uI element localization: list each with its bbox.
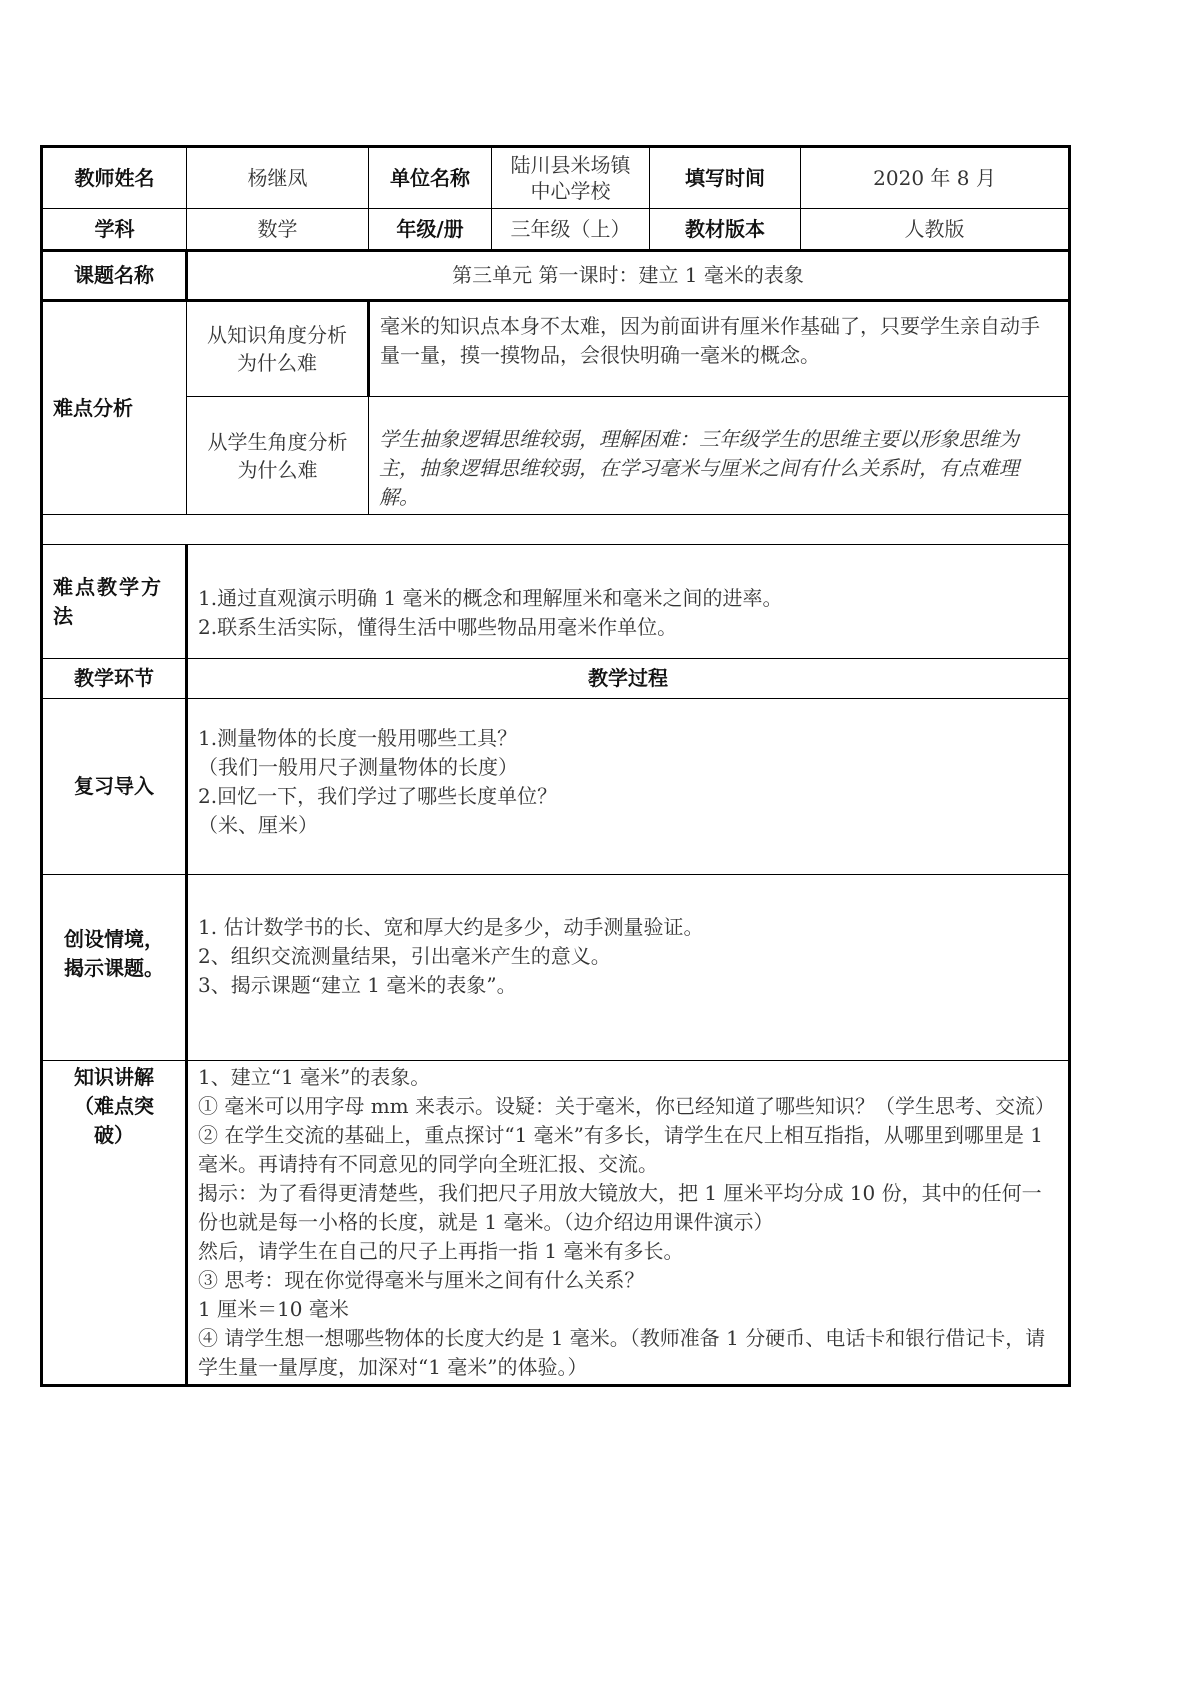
stage-line: ④ 请学生想一想哪些物体的长度大约是 1 毫米。（教师准备 1 分硬币、电话卡和银行借记卡，请学生量一量厚度，加深对“1 毫米”的体验。） (198, 1326, 1046, 1379)
method-item: 1.通过直观演示明确 1 毫米的概念和理解厘米和毫米之间的进率。 (198, 585, 783, 610)
stage-line: 2、组织交流测量结果，引出毫米产生的意义。 (198, 944, 611, 968)
student-angle-label-line: 从学生角度分析 (207, 429, 348, 454)
topic-label: 课题名称 (42, 251, 187, 301)
stage-label-line: 知识讲解 (74, 1065, 154, 1089)
difficulty-student-row (42, 397, 1070, 515)
unit-value (492, 147, 650, 209)
subject-label: 学科 (42, 209, 187, 251)
stage-line: 1、建立“1 毫米”的表象。 (198, 1065, 431, 1089)
process-header-row (42, 659, 1070, 699)
stage-content-review (187, 699, 1070, 875)
spacer-row (42, 515, 1070, 545)
stage-line: （我们一般用尺子测量物体的长度） (198, 754, 518, 779)
process-header: 教学过程 (187, 659, 1070, 699)
stage-line: 1. 估计数学书的长、宽和厚大约是多少，动手测量验证。 (198, 915, 704, 939)
stage-line: 2.回忆一下，我们学过了哪些长度单位？ (198, 783, 558, 808)
stage-line: 然后，请学生在自己的尺子上再指一指 1 毫米有多长。 (198, 1239, 684, 1263)
stage-header: 教学环节 (42, 659, 187, 699)
knowledge-angle-label-line: 为什么难 (237, 351, 317, 375)
stage-line: 揭示：为了看得更清楚些，我们把尺子用放大镜放大，把 1 厘米平均分成 10 份，其中的任何一份也就是每一小格的长度，就是 1 毫米。（边介绍边用课件演示） (198, 1181, 1042, 1234)
student-angle-label (187, 397, 369, 515)
knowledge-angle-text: 毫米的知识点本身不太难，因为前面讲有厘米作基础了，只要学生亲自动手量一量，摸一摸物品，会很快明确一毫米的概念。 (369, 301, 1070, 397)
edition-label: 教材版本 (650, 209, 801, 251)
topic-row (42, 251, 1070, 301)
lesson-plan-sheet (40, 145, 1068, 1387)
student-angle-text: 学生抽象逻辑思维较弱，理解困难：三年级学生的思维主要以形象思维为主，抽象逻辑思维较弱，在学习毫米与厘米之间有什么关系时，有点难理解。 (369, 397, 1070, 515)
knowledge-angle-label-line: 从知识角度分析 (207, 323, 347, 347)
student-angle-label-line: 为什么难 (237, 457, 318, 482)
stage-label-review: 复习导入 (42, 699, 187, 875)
stage-line: 3、揭示课题“建立 1 毫米的表象”。 (198, 973, 517, 997)
stage-row-scenario (42, 875, 1070, 1061)
stage-row-review (42, 699, 1070, 875)
method-item: 2.联系生活实际，懂得生活中哪些物品用毫米作单位。 (198, 614, 678, 639)
stage-content-scenario (187, 875, 1070, 1061)
topic-value: 第三单元 第一课时：建立 1 毫米的表象 (187, 251, 1070, 301)
method-text (187, 545, 1070, 659)
date-value: 2020 年 8 月 (801, 147, 1070, 209)
stage-label-knowledge (42, 1061, 187, 1386)
stage-line: ② 在学生交流的基础上，重点探讨“1 毫米”有多长，请学生在尺上相互指指，从哪里到哪里是 1 毫米。再请持有不同意见的同学向全班汇报、交流。 (198, 1123, 1043, 1176)
stage-label-scenario (42, 875, 187, 1061)
stage-label-line: （难点突 (74, 1094, 154, 1118)
stage-line: （米、厘米） (198, 812, 318, 837)
stage-label-line: 揭示课题。 (64, 956, 164, 980)
stage-line: ③ 思考：现在你觉得毫米与厘米之间有什么关系？ (198, 1268, 645, 1292)
stage-line: ① 毫米可以用字母 mm 来表示。设疑：关于毫米，你已经知道了哪些知识？（学生思考、交流） (198, 1094, 1056, 1118)
stage-line: 1 厘米＝10 毫米 (198, 1297, 349, 1321)
stage-label-line: 破） (94, 1123, 134, 1147)
lesson-plan-table (40, 145, 1071, 1387)
difficulty-knowledge-row (42, 301, 1070, 397)
difficulty-label: 难点分析 (42, 301, 187, 515)
info-row-1 (42, 147, 1070, 209)
stage-content-knowledge (187, 1061, 1070, 1386)
subject-value: 数学 (187, 209, 369, 251)
method-row (42, 545, 1070, 659)
teacher-value: 杨继凤 (187, 147, 369, 209)
knowledge-angle-label (187, 301, 369, 397)
date-label: 填写时间 (650, 147, 801, 209)
edition-value: 人教版 (801, 209, 1070, 251)
unit-value-line: 陆川县米场镇 (510, 153, 631, 177)
stage-label-line: 创设情境， (64, 927, 164, 951)
teacher-label: 教师姓名 (42, 147, 187, 209)
grade-label: 年级/册 (369, 209, 492, 251)
info-row-2 (42, 209, 1070, 251)
method-label: 难点教学方法 (42, 545, 187, 659)
stage-line: 1.测量物体的长度一般用哪些工具？ (198, 725, 518, 750)
unit-value-line: 中心学校 (530, 179, 611, 203)
grade-value: 三年级（上） (492, 209, 650, 251)
unit-label: 单位名称 (369, 147, 492, 209)
stage-row-knowledge (42, 1061, 1070, 1386)
empty-cell (42, 515, 1070, 545)
